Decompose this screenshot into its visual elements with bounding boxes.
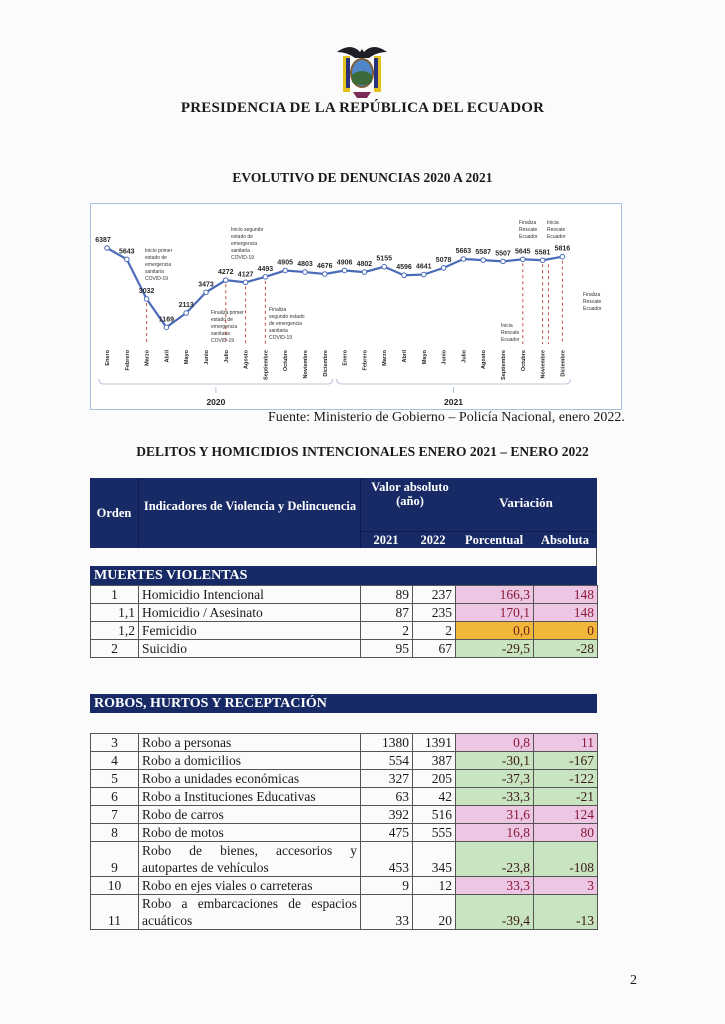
row-orden: 3 <box>91 734 139 752</box>
x-tick-label: Junio <box>204 350 210 365</box>
annotation-text: emergencia <box>145 262 172 268</box>
data-label: 2113 <box>178 301 194 309</box>
row-variacion-absoluta: -108 <box>534 842 598 877</box>
data-point <box>441 266 446 271</box>
x-tick-label: Marzo <box>382 350 389 366</box>
annotation-text: estado de <box>145 255 167 261</box>
row-variacion-absoluta: -122 <box>534 770 598 788</box>
annotation-text: COVID-19 <box>269 335 293 341</box>
x-tick-label: Noviembre <box>540 350 547 379</box>
data-label: 5587 <box>475 249 491 257</box>
row-indicador: Robo a personas <box>139 734 361 752</box>
row-orden: 1,1 <box>91 604 139 622</box>
table-row <box>91 586 598 604</box>
x-tick-label: Septiembre <box>263 350 270 380</box>
row-variacion-absoluta: -13 <box>534 895 598 930</box>
table-row <box>91 604 598 622</box>
header-variacion: Variación <box>499 495 553 510</box>
annotation-text: COVID-19 <box>211 338 235 344</box>
row-variacion-absoluta: -28 <box>534 640 598 658</box>
data-label: 4272 <box>218 269 234 277</box>
annotation-text: Rescate <box>519 227 538 233</box>
data-point <box>263 274 268 279</box>
data-point <box>105 246 110 251</box>
row-value-2021: 87 <box>361 604 413 622</box>
data-label: 5645 <box>515 248 531 256</box>
data-label: 4493 <box>257 265 274 273</box>
x-tick-label: Mayo <box>421 350 428 365</box>
annotation-text: Ecuador <box>583 306 602 312</box>
row-orden: 2 <box>91 640 139 658</box>
row-orden: 1,2 <box>91 622 139 640</box>
row-variacion-porcentual: 0,0 <box>456 622 534 640</box>
data-point <box>164 325 169 330</box>
data-point <box>204 290 209 295</box>
annotation-text: sanitaria <box>145 269 164 275</box>
row-variacion-porcentual: 31,6 <box>456 806 534 824</box>
row-value-2022: 2 <box>413 622 456 640</box>
annotation-text: Rescate <box>583 299 602 305</box>
table-title: DELITOS Y HOMICIDIOS INTENCIONALES ENERO 2021 – ENERO 2022 <box>136 444 589 459</box>
data-point <box>560 254 565 259</box>
data-label: 5643 <box>119 248 135 256</box>
row-value-2022: 42 <box>413 788 456 806</box>
row-indicador: Homicidio / Asesinato <box>139 604 361 622</box>
table-row <box>91 770 598 788</box>
data-label: 5155 <box>376 255 392 263</box>
row-value-2021: 33 <box>361 895 413 930</box>
data-label: 3473 <box>198 281 214 289</box>
row-orden: 11 <box>91 895 139 930</box>
row-indicador: Robo a unidades económicas <box>139 770 361 788</box>
header-porcentual: Porcentual <box>464 533 524 547</box>
data-label: 6387 <box>95 237 111 244</box>
data-label: 4803 <box>297 261 313 269</box>
annotation-text: estado de <box>211 317 233 323</box>
header-2022: 2022 <box>420 533 446 547</box>
header-spacer <box>90 548 597 566</box>
data-label: 5507 <box>495 250 511 258</box>
row-orden: 10 <box>91 877 139 895</box>
row-indicador: Robo a Instituciones Educativas <box>139 788 361 806</box>
section-header-robos: ROBOS, HURTOS Y RECEPTACIÓN <box>90 694 597 713</box>
annotation-text: Rescate <box>547 227 566 233</box>
annotation-text: Rescate <box>501 330 520 336</box>
annotation-text: sanitaria <box>211 331 230 337</box>
data-point <box>402 273 407 278</box>
data-point <box>243 280 248 285</box>
data-label: 4127 <box>237 271 254 279</box>
x-tick-label: Febrero <box>362 350 369 371</box>
table-row <box>91 788 598 806</box>
header-absoluta: Absoluta <box>541 533 589 547</box>
data-point <box>125 257 130 262</box>
row-value-2022: 12 <box>413 877 456 895</box>
annotation-text: Inicio segundo <box>231 227 264 233</box>
row-value-2021: 554 <box>361 752 413 770</box>
data-label: 5816 <box>554 245 571 253</box>
header-2021: 2021 <box>373 533 399 547</box>
row-value-2021: 2 <box>361 622 413 640</box>
table-robos <box>90 733 598 930</box>
data-point <box>184 311 189 316</box>
section-header-muertes-violentas: MUERTES VIOLENTAS <box>90 566 597 585</box>
data-point <box>501 259 506 264</box>
row-variacion-absoluta: 11 <box>534 734 598 752</box>
data-label: 4905 <box>277 259 293 267</box>
data-label: 4906 <box>336 259 353 267</box>
x-tick-label: Octubre <box>283 350 290 372</box>
data-point <box>144 297 149 302</box>
row-variacion-absoluta: -167 <box>534 752 598 770</box>
row-indicador: Robo en ejes viales o carreteras <box>139 877 361 895</box>
annotation-text: Finaliza primer <box>211 310 244 316</box>
row-value-2022: 20 <box>413 895 456 930</box>
data-point <box>224 278 229 283</box>
x-tick-label: Agosto <box>481 350 488 369</box>
row-value-2022: 516 <box>413 806 456 824</box>
institution-title: PRESIDENCIA DE LA REPÚBLICA DEL ECUADOR <box>180 100 545 116</box>
data-point <box>342 268 347 273</box>
row-variacion-absoluta: 3 <box>534 877 598 895</box>
row-indicador: Suicidio <box>139 640 361 658</box>
x-tick-label: Mayo <box>184 350 191 365</box>
x-tick-label: Abril <box>402 350 408 363</box>
data-label: 5663 <box>455 248 472 256</box>
row-variacion-porcentual: -23,8 <box>456 842 534 877</box>
row-value-2022: 235 <box>413 604 456 622</box>
row-variacion-porcentual: 0,8 <box>456 734 534 752</box>
annotation-text: COVID-19 <box>145 276 169 282</box>
data-label: 3032 <box>138 287 155 295</box>
x-tick-label: Julio <box>223 350 230 363</box>
row-value-2022: 205 <box>413 770 456 788</box>
data-label: 1169 <box>158 316 174 324</box>
table-row <box>91 842 598 877</box>
table-row <box>91 806 598 824</box>
table-header <box>90 478 597 548</box>
series-line <box>107 248 562 327</box>
row-value-2022: 345 <box>413 842 456 877</box>
row-variacion-absoluta: -21 <box>534 788 598 806</box>
data-point <box>540 258 545 263</box>
x-tick-label: Agosto <box>243 350 250 369</box>
x-tick-label: Septiembre <box>501 350 507 380</box>
data-point <box>521 257 526 262</box>
x-tick-label: Diciembre <box>322 350 329 377</box>
row-value-2021: 327 <box>361 770 413 788</box>
data-point <box>303 270 308 275</box>
row-value-2022: 237 <box>413 586 456 604</box>
row-value-2021: 95 <box>361 640 413 658</box>
header-indicadores: Indicadores de Violencia y Delincuencia <box>143 499 357 513</box>
row-orden: 8 <box>91 824 139 842</box>
row-variacion-absoluta: 80 <box>534 824 598 842</box>
row-orden: 9 <box>91 842 139 877</box>
annotation-text: sanitaria <box>269 328 288 334</box>
row-variacion-porcentual: 16,8 <box>456 824 534 842</box>
x-tick-label: Enero <box>105 350 111 366</box>
year-label: 2020 <box>206 397 226 407</box>
data-point <box>283 268 288 273</box>
row-value-2021: 1380 <box>361 734 413 752</box>
row-indicador: Femicidio <box>139 622 361 640</box>
row-value-2021: 89 <box>361 586 413 604</box>
row-value-2021: 63 <box>361 788 413 806</box>
annotation-text: sanitaria <box>231 248 250 254</box>
annotation-text: Finaliza <box>519 220 537 226</box>
row-variacion-absoluta: 148 <box>534 604 598 622</box>
row-orden: 6 <box>91 788 139 806</box>
chart-title: EVOLUTIVO DE DENUNCIAS 2020 A 2021 <box>232 170 493 185</box>
row-variacion-porcentual: -37,3 <box>456 770 534 788</box>
row-orden: 7 <box>91 806 139 824</box>
row-indicador: Robo de carros <box>139 806 361 824</box>
data-label: 4802 <box>356 261 373 269</box>
row-variacion-porcentual: 166,3 <box>456 586 534 604</box>
row-value-2021: 9 <box>361 877 413 895</box>
page-number: 2 <box>630 973 637 988</box>
x-tick-label: Noviembre <box>303 350 309 379</box>
annotation-text: Inicio primer <box>145 248 173 254</box>
row-variacion-absoluta: 124 <box>534 806 598 824</box>
data-point <box>362 270 367 275</box>
year-bracket <box>337 379 571 384</box>
data-label: 4596 <box>396 264 412 272</box>
row-indicador: Robo a embarcaciones de espacios acuáticos <box>139 895 361 930</box>
ecuador-coat-of-arms-icon <box>333 40 391 100</box>
annotation-text: Finaliza <box>269 307 287 313</box>
x-tick-label: Octubre <box>520 350 527 372</box>
row-variacion-porcentual: -30,1 <box>456 752 534 770</box>
annotation-text: Inicia <box>547 220 559 226</box>
data-label: 5078 <box>435 256 452 264</box>
row-variacion-absoluta: 148 <box>534 586 598 604</box>
annotation-text: Inicia <box>501 323 513 329</box>
data-label: 4676 <box>317 263 333 271</box>
annotation-text: emergencia <box>231 241 258 247</box>
table-row <box>91 824 598 842</box>
chart-source: Fuente: Ministerio de Gobierno – Policía Nacional, enero 2022. <box>268 410 625 425</box>
row-indicador: Homicidio Intencional <box>139 586 361 604</box>
x-tick-label: Enero <box>342 350 349 366</box>
annotation-text: de emergencia <box>269 321 303 327</box>
annotation-text: Ecuador <box>547 234 566 240</box>
row-value-2021: 392 <box>361 806 413 824</box>
x-tick-label: Julio <box>461 350 468 363</box>
row-variacion-porcentual: -33,3 <box>456 788 534 806</box>
annotation-text: COVID-19 <box>231 255 255 261</box>
row-value-2022: 67 <box>413 640 456 658</box>
row-orden: 5 <box>91 770 139 788</box>
row-indicador: Robo de motos <box>139 824 361 842</box>
row-variacion-porcentual: -39,4 <box>456 895 534 930</box>
annotation-text: emergencia <box>211 324 238 330</box>
table-row <box>91 734 598 752</box>
table-row <box>91 640 598 658</box>
year-bracket <box>99 379 333 384</box>
row-orden: 1 <box>91 586 139 604</box>
header-valor-absoluto: Valor absoluto (año) <box>371 480 449 508</box>
data-point <box>461 257 466 262</box>
row-value-2021: 475 <box>361 824 413 842</box>
data-label: 5581 <box>534 249 551 257</box>
year-label: 2021 <box>444 397 463 407</box>
data-point <box>323 272 328 277</box>
row-value-2022: 1391 <box>413 734 456 752</box>
x-tick-label: Febrero <box>124 350 131 371</box>
table-row <box>91 752 598 770</box>
row-value-2022: 387 <box>413 752 456 770</box>
row-value-2021: 453 <box>361 842 413 877</box>
row-variacion-absoluta: 0 <box>534 622 598 640</box>
annotation-text: estado de <box>231 234 253 240</box>
table-muertes-violentas <box>90 585 598 658</box>
row-variacion-porcentual: -29,5 <box>456 640 534 658</box>
row-value-2022: 555 <box>413 824 456 842</box>
row-variacion-porcentual: 33,3 <box>456 877 534 895</box>
data-point <box>422 272 427 277</box>
row-variacion-porcentual: 170,1 <box>456 604 534 622</box>
x-tick-label: Marzo <box>144 350 151 366</box>
table-row <box>91 622 598 640</box>
row-orden: 4 <box>91 752 139 770</box>
annotation-text: Ecuador <box>519 234 538 240</box>
row-indicador: Robo a domicilios <box>139 752 361 770</box>
annotation-text: segundo estado <box>269 314 305 320</box>
row-indicador: Robo de bienes, accesorios y autopartes de vehículos <box>139 842 361 877</box>
chart-canvas <box>91 204 621 409</box>
data-point <box>481 258 486 263</box>
x-tick-label: Junio <box>441 350 448 365</box>
annotation-text: Ecuador <box>501 337 520 343</box>
table-row <box>91 877 598 895</box>
x-tick-label: Abril <box>164 350 171 363</box>
data-point <box>382 264 387 269</box>
annotation-text: Finaliza <box>583 292 601 298</box>
line-chart <box>90 203 622 410</box>
data-label: 4641 <box>416 263 432 271</box>
table-row <box>91 895 598 930</box>
header-orden: Orden <box>96 506 132 520</box>
x-tick-label: Diciembre <box>560 350 567 377</box>
